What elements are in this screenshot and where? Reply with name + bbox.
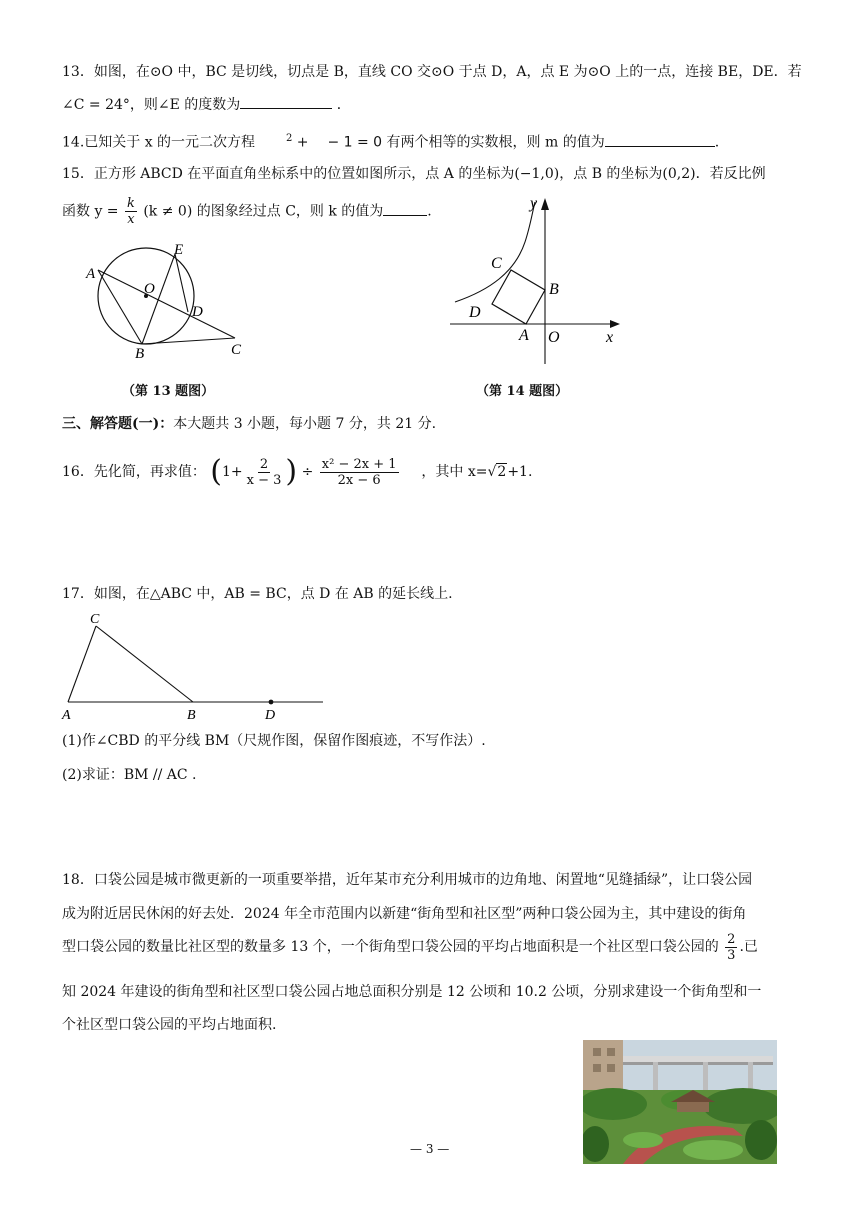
q16-frac2-num: x² − 2x + 1 — [321, 456, 397, 472]
fig14-hyperbola — [455, 202, 535, 302]
q17-part2: (2)求证：BM // AC . — [62, 767, 197, 783]
q14-text: 14.已知关于 x 的一元二次方程 — [62, 134, 256, 151]
q16-frac2 — [320, 457, 399, 488]
fig13-label-C: C — [231, 342, 242, 358]
q14-text2: 有两个相等的实数根，则 m 的值为 — [386, 134, 605, 151]
q15-frac-num: k — [127, 196, 135, 211]
q16-tail2: +1. — [507, 464, 533, 480]
q16-frac2-den: 2x − 6 — [337, 472, 381, 488]
q16-frac1-num: 2 — [259, 456, 269, 472]
fig14-label-D: D — [469, 304, 481, 321]
q14-answer-blank[interactable] — [605, 132, 715, 147]
section3-heading — [62, 414, 436, 434]
q15-fraction — [125, 196, 137, 227]
q17-label-C: C — [90, 612, 100, 627]
q15-frac-den: x — [127, 212, 135, 227]
q14-line — [62, 129, 719, 153]
fig13-caption: （第 13 题图） — [122, 384, 215, 399]
q15-answer-blank[interactable] — [383, 201, 427, 216]
fig14-label-C: C — [491, 255, 502, 272]
fig14-label-x: x — [606, 329, 614, 346]
fig13-label-D: D — [192, 304, 203, 320]
fig13-label-A: A — [86, 266, 96, 282]
section3-title: 三、解答题(一)： — [62, 416, 174, 432]
pocket-park-photo — [583, 1040, 777, 1164]
q14-eq-rest: − 1 = 0 — [327, 134, 383, 151]
fig13-label-E: E — [174, 242, 184, 258]
q17-line1: 17．如图，在△ABC 中，AB = BC，点 D 在 AB 的延长线上. — [62, 586, 453, 602]
q16-frac1-den: x − 3 — [246, 472, 282, 488]
q18-frac-num: 2 — [727, 931, 736, 947]
section3-desc: 本大题共 3 小题，每小题 7 分，共 21 分. — [173, 416, 437, 432]
q16-lead: 16．先化简，再求值： — [62, 464, 206, 480]
q14-end: . — [714, 134, 720, 151]
q18-fraction — [725, 932, 737, 963]
q18-line3-end: .已 — [739, 939, 758, 955]
q17-label-D: D — [265, 708, 276, 722]
fig13-label-B: B — [135, 346, 145, 362]
q18-frac-den: 3 — [727, 947, 736, 963]
fig14-diagram — [450, 192, 630, 370]
q18-line3 — [62, 930, 758, 964]
q18-line4: 知 2024 年建设的街角型和社区型口袋公园占地总面积分别是 12 公顷和 10.2 公顷，分别求建设一个街角型和一 — [62, 984, 762, 1000]
q18-line1: 18．口袋公园是城市微更新的一项重要举措，近年某市充分利用城市的边角地、闲置地“见缝插绿”，让口袋公园 — [62, 872, 753, 888]
fig13-label-O: O — [144, 281, 155, 297]
q13-end: ． — [336, 97, 351, 113]
q13-line1: 13．如图，在⊙O 中，BC 是切线，切点是 B，直线 CO 交⊙O 于点 D，A，点 E 为⊙O 上的一点，连接 BE，DE．若 — [62, 64, 802, 80]
q15-func: 函数 y = — [62, 203, 119, 220]
q13-text: ∠C = 24°，则∠E 的度数为 — [62, 97, 241, 113]
q18-line2: 成为附近居民休闲的好去处．2024 年全市范围内以新建“街角型和社区型”两种口袋公园为主，其中建设的街角 — [62, 906, 747, 922]
q16-sqrt-val: 2 — [497, 464, 507, 480]
fig14-label-B: B — [549, 281, 559, 298]
fig13-diagram — [80, 232, 270, 372]
pocket-park-image — [583, 1040, 777, 1164]
fig14-label-y: y — [530, 195, 538, 212]
q16-div: ÷ — [301, 464, 314, 480]
fig14-caption: （第 14 题图） — [476, 384, 569, 399]
q13-answer-blank[interactable] — [240, 94, 332, 109]
q13-line2 — [62, 94, 351, 115]
fig14-label-A: A — [519, 327, 529, 344]
q17-part1: (1)作∠CBD 的平分线 BM（尺规作图，保留作图痕迹，不写作法）. — [62, 733, 486, 749]
q15-line2 — [62, 196, 432, 227]
q15-func2: (k ≠ 0) 的图象经过点 C，则 k 的值为 — [143, 203, 384, 220]
q14-exp: 2 — [285, 133, 293, 144]
q16-frac1 — [245, 457, 284, 488]
q16-tail: ，其中 x= — [421, 464, 488, 480]
q15-end: . — [427, 203, 432, 220]
q17-label-A: A — [62, 708, 71, 722]
q17-diagram — [58, 610, 330, 722]
q16-one-plus: 1+ — [222, 464, 243, 480]
q16-line: 16．先化简，再求值： (1+ $\frac{2}{x - 3}$ ) ÷ $\frac{\text{x² − 2x + 1}}{2x - 6}$ ，其中 x=√2+1. — [62, 450, 532, 494]
q18-line3-text: 型口袋公园的数量比社区型的数量多 13 个，一个街角型口袋公园的平均占地面积是一个社区型口袋公园的 — [62, 939, 719, 955]
q14-plus: + — [296, 134, 309, 151]
q16-sqrt: √2 — [487, 464, 507, 480]
fig14-label-O: O — [548, 329, 560, 346]
q17-label-B: B — [187, 708, 196, 722]
q15-line1: 15．正方形 ABCD 在平面直角坐标系中的位置如图所示，点 A 的坐标为(−1,0)，点 B 的坐标为(0,2)．若反比例 — [62, 166, 766, 182]
page-number: — 3 — — [410, 1142, 450, 1156]
q18-line5: 个社区型口袋公园的平均占地面积. — [62, 1017, 277, 1033]
